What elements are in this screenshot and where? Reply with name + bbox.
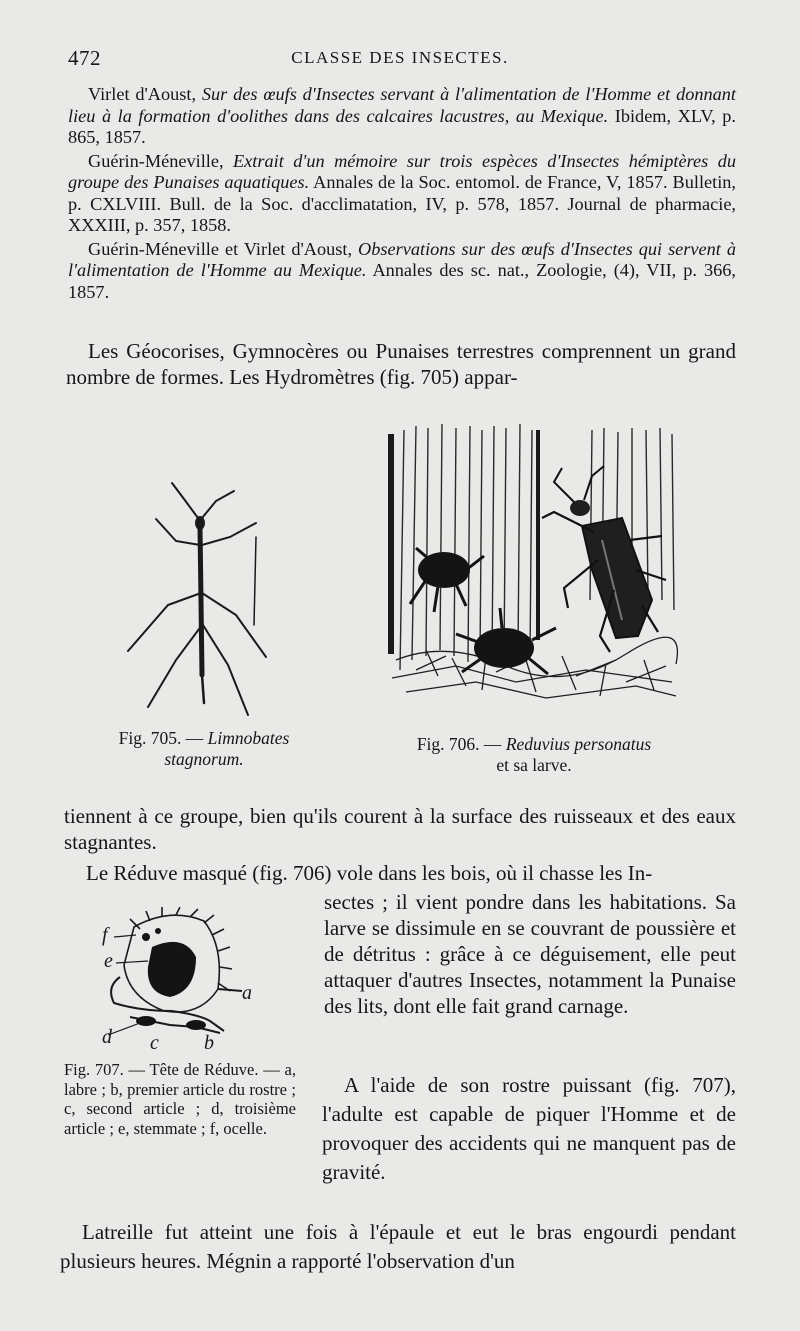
reference-item — [68, 151, 736, 237]
running-title: CLASSE DES INSECTES. — [291, 48, 509, 67]
fig707-letter-e: e — [104, 950, 113, 972]
fig705-name-line2: stagnorum. — [164, 749, 244, 769]
fig706-name: Reduvius personatus — [505, 734, 652, 754]
fig707-letter-f: f — [102, 924, 108, 946]
ref-author: Virlet d'Aoust, — [88, 84, 202, 104]
fig707-letter-c: c — [150, 1032, 159, 1052]
fig707-caption: Fig. 707. — Tête de Réduve. — a, labre ; b, premier article du rostre ; c, second article ; d, troisième article ; e, stemmate ; f, ocelle. — [64, 1060, 296, 1138]
ref-author: Guérin-Méneville, — [88, 150, 234, 171]
ref-author: Guérin-Méneville et Virlet d'Aoust, — [88, 238, 359, 259]
fig706-illustration — [386, 420, 678, 710]
reference-item — [68, 239, 736, 304]
paragraph-hydrometres: tiennent à ce groupe, bien qu'ils courent à la surface des ruisseaux et des eaux stagnantes. — [64, 804, 736, 854]
ref-source: Ibidem, XLV, p. 865, 1857. — [68, 105, 737, 147]
paragraph-rostre: A l'aide de son rostre puissant (fig. 707), l'adulte est capable de piquer l'Homme et de provoquer des accidents qui ne manquent pas de gravité. — [322, 1073, 736, 1184]
ref-title: Extrait d'un mémoire sur trois espèces d'Insectes hémiptères du groupe des Punaises aquatiques. — [68, 150, 736, 192]
ref-title: Sur des œufs d'Insectes servant à l'alimentation de l'Homme et donnant lieu à la formation d'oolithes dans des calcaires lacustres, au Mexique. — [68, 84, 736, 126]
page-header — [68, 46, 732, 74]
fig707-illustration — [100, 907, 270, 1052]
fig705-caption — [86, 728, 322, 770]
fig705-illustration — [118, 475, 278, 720]
fig707-letter-a: a — [242, 982, 252, 1004]
page-number: 472 — [68, 46, 101, 70]
references-block — [68, 84, 736, 305]
fig705-name-line1: Limnobates — [207, 728, 290, 748]
paragraph-reduve-line1: Le Réduve masqué (fig. 706) vole dans les bois, où il chasse les In- — [86, 861, 653, 885]
reference-item — [68, 84, 736, 149]
fig707-letter-d: d — [102, 1026, 112, 1048]
fig705-label: Fig. 705. — — [118, 728, 208, 748]
fig707-letter-b: b — [204, 1032, 214, 1052]
ref-source: Annales des sc. nat., Zoologie, (4), VII, p. 366, 1857. — [68, 260, 737, 302]
fig706-caption — [388, 734, 680, 776]
fig706-line2: et sa larve. — [496, 755, 572, 775]
paragraph-reduve-rest: sectes ; il vient pondre dans les habitations. Sa larve se dissimule en se couvrant de poussière et de détritus : grâce à ce déguisement, elle peut attaquer d'autres Insectes, notamment la Punaise des lits, dont elle fait grand carnage. — [324, 890, 736, 1018]
ref-source: Annales de la Soc. entomol. de France, V, 1857. Bulletin, p. CXLVIII. Bull. de la Soc. d'acclimatation, IV, p. 578, 1857. Journal de pharmacie, XXXIII, p. 357, 1858. — [68, 172, 737, 235]
fig706-label: Fig. 706. — — [416, 734, 506, 754]
ref-title: Observations sur des œufs d'Insectes qui servent à l'alimentation de l'Homme au Mexique. — [68, 238, 736, 280]
paragraph-geocorises: Les Géocorises, Gymnocères ou Punaises terrestres comprennent un grand nombre de formes. Les Hydromètres (fig. 705) appar- — [66, 339, 736, 389]
paragraph-latreille: Latreille fut atteint une fois à l'épaule et eut le bras engourdi pendant plusieurs heures. Mégnin a rapporté l'observation d'un — [60, 1220, 736, 1273]
